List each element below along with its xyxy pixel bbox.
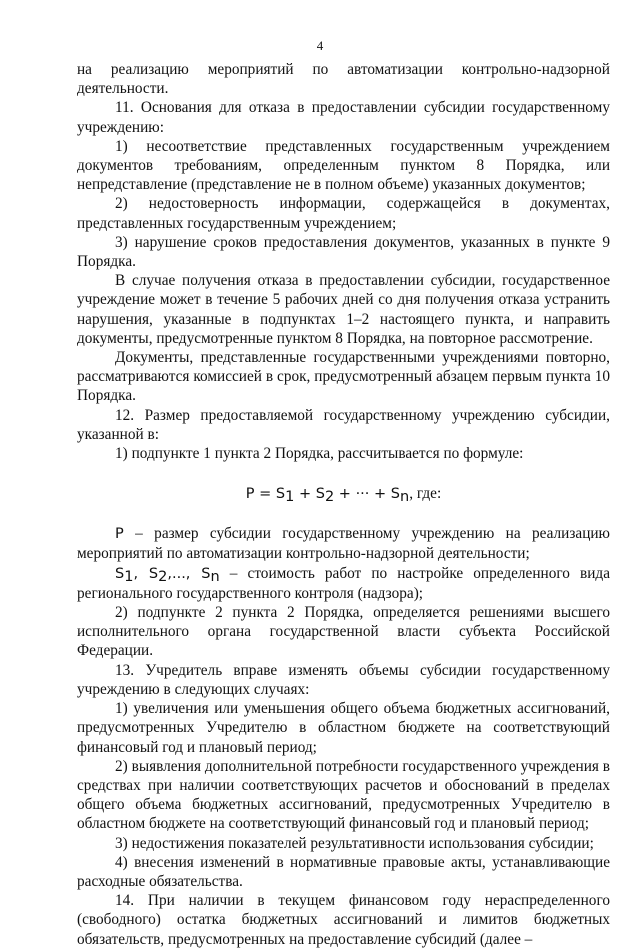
- paragraph-item-12-1: 1) подпункте 1 пункта 2 Порядка, рассчитывается по формуле:: [115, 445, 524, 463]
- paragraph-item-11-1: 1) несоответствие представленных государственным учреждением документов требованиям, определенным пунктом 8 Порядка, или непредставление (представление не в полном объеме) указанных документов;: [77, 137, 610, 194]
- paragraph-item-11: 11. Основания для отказа в предоставлении субсидии государственному учреждению:: [77, 99, 610, 136]
- paragraph-item-11-2: 2) недостоверность информации, содержащейся в документах, представленных государственным учреждением;: [77, 195, 610, 232]
- page-number: 4: [316, 38, 324, 53]
- paragraph-item-11-3: 3) нарушение сроков предоставления документов, указанных в пункте 9 Порядка.: [77, 233, 610, 271]
- definition-p-text: – размер субсидии государственному учреждению на реализацию мероприятий по автоматизации контрольно-надзорной деятельности;: [77, 525, 610, 563]
- paragraph-resubmission: Документы, представленные государственными учреждениями повторно, рассматриваются комиссией в срок, предусмотренный абзацем первым пункта 10 Порядка.: [77, 349, 610, 405]
- paragraph-item-13-2: 2) выявления дополнительной потребности государственного учреждения в средствах при наличии соответствующих расчетов и обоснований в пределах общего объема бюджетных ассигнований, предусмотренных Учредителю в областном бюджете на соответствующий финансовый год и плановый период;: [77, 757, 610, 833]
- formula-sn-sub: n: [400, 489, 410, 506]
- formula-lhs: P: [245, 486, 255, 503]
- formula-s1: S: [275, 486, 286, 503]
- formula-dots: + ··· +: [334, 486, 391, 503]
- definition-s-mid: , S: [133, 565, 159, 582]
- formula-s1-sub: 1: [285, 489, 295, 506]
- paragraph-refusal-case: В случае получения отказа в предоставлении субсидии, государственное учреждение может в течение 5 рабочих дней со дня получения отказа устранить нарушения, указанные в подпунктах 1–2 настоящего пункта, и направить документы, предусмотренные пунктом 8 Порядка, на повторное рассмотрение.: [77, 272, 610, 347]
- definition-p: [77, 524, 610, 563]
- paragraph-item-13-3: 3) недостижения показателей результативности использования субсидии;: [115, 834, 594, 852]
- definition-s-sub1: 1: [124, 568, 134, 585]
- paragraph-item-13: 13. Учредитель вправе изменять объемы субсидии государственному учреждению в следующих случаях:: [77, 661, 610, 698]
- formula-sn: S: [390, 486, 400, 503]
- definition-s-symbol: S: [115, 565, 125, 582]
- formula-plus: +: [294, 486, 316, 503]
- definition-p-symbol: P: [115, 526, 124, 543]
- definition-s-rest: ,..., S: [167, 565, 211, 582]
- paragraph-item-13-1: 1) увеличения или уменьшения общего объема бюджетных ассигнований, предусмотренных Учредителю в областном бюджете на соответствующий финансовый год и плановый период;: [77, 700, 610, 756]
- formula-comma: ,: [409, 485, 414, 503]
- paragraph-item-14: 14. При наличии в текущем финансовом году нераспределенного (свободного) остатка бюджетных ассигнований и лимитов бюджетных обязательств, предусмотренных на предоставление субсидий (далее –: [77, 892, 610, 948]
- definition-s: [77, 564, 610, 603]
- definition-s-sub2: 2: [158, 568, 168, 585]
- subsidy-formula: [77, 474, 610, 514]
- paragraph-item-12: 12. Размер предоставляемой государственному учреждению субсидии, указанной в:: [77, 406, 610, 443]
- definition-s-subn: n: [210, 568, 220, 585]
- paragraph-item-12-2: 2) подпункте 2 пункта 2 Порядка, определяется решениями высшего исполнительного органа государственной власти субъекта Российской Федерации.: [77, 604, 610, 660]
- formula-s2-sub: 2: [324, 489, 335, 506]
- definition-s-text: – стоимость работ по настройке определенного вида регионального государственного контроля (надзора);: [77, 564, 610, 602]
- paragraph-item-13-4: 4) внесения изменений в нормативные правовые акты, устанавливающие расходные обязательства.: [77, 853, 610, 890]
- document-body: [77, 60, 610, 949]
- paragraph-continuation: на реализацию мероприятий по автоматизации контрольно-надзорной деятельности.: [77, 61, 610, 98]
- formula-eq: =: [254, 486, 276, 503]
- formula-s2: S: [315, 486, 325, 503]
- formula-suffix: где:: [413, 485, 442, 503]
